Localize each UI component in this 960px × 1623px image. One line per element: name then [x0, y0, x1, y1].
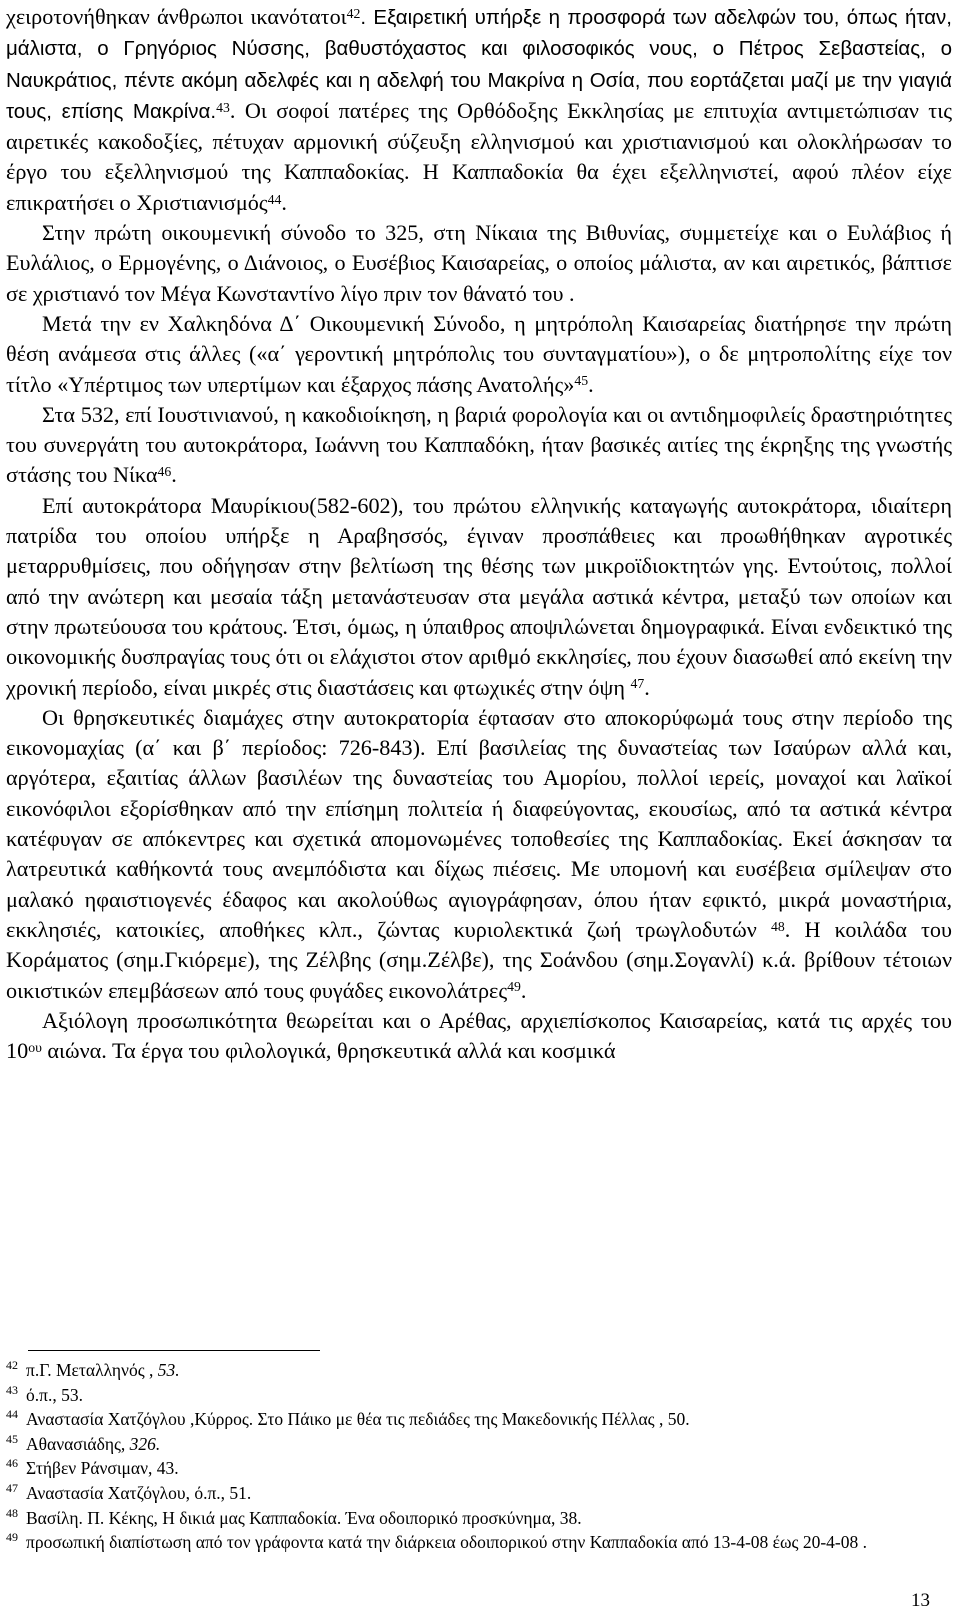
footnote-text: [26, 1358, 946, 1383]
paragraph-4-text: Στα 532, επί Ιουστινιανού, η κακοδιοίκηση, η βαριά φορολογία και οι αντιδημοφιλείς δραστηριότητες του συνεργάτη του αυτοκράτορα, Ιωάννη του Καππαδόκη, ήταν βασικές αιτίες της έκρηξης της γνωστής στάσης του Νίκα: [6, 401, 952, 488]
paragraph-1: [6, 2, 952, 218]
footnote-ref-46[interactable]: 46: [157, 464, 172, 480]
footnote-number: 46: [6, 1456, 18, 1471]
paragraph-5: [6, 491, 952, 703]
footnote-number: 45: [6, 1431, 18, 1446]
paragraph-2: [6, 218, 952, 309]
paragraph-1-text-c: . Οι σοφοί πατέρες της Ορθόδοξης Εκκλησίας με επιτυχία αντιμετώπισαν τις αιρετικές κακοδοξίες, πέτυχαν αρμονική σύζευξη ελληνισμού και χριστιανισμού και ολοκλήρωσαν το έργο του εξελληνισμού της Καππαδοκίας. Η Καππαδοκία θα έχει εξελληνιστεί, αφού πλέον είχε επικρατήσει ο Χριστιανισμός: [6, 97, 952, 215]
footnote-body: π.Γ. Μεταλληνός ,: [26, 1360, 158, 1380]
footnote-page: 326.: [129, 1433, 161, 1454]
paragraph-1-text-b: . Εξαιρετική υπήρξε η προσφορά των αδελφών του, όπως ήταν, μάλιστα, ο Γρηγόριος Νύσσης, βαθυστόχαστος και φιλοσοφικός νους, ο Πέτρος Σεβαστείας, ο Ναυκράτιος, πέντε ακόμη αδελφές και η αδελφή του Μακρίνα η Οσία, που εορτάζεται μαζί με την γιαγιά τους, επίσης Μακρίνα.: [6, 6, 952, 123]
footnote-text: [26, 1432, 946, 1457]
footnote-43: [6, 1383, 946, 1408]
paragraph-7-text-a: Αξιόλογη προσωπικότητα θεωρείται και ο Αρέθας, αρχιεπίσκοπος Καισαρείας, κατά τις αρχές του 10: [6, 1007, 952, 1064]
paragraph-5-text: Επί αυτοκράτορα Μαυρίκιου(582-602), του πρώτου ελληνικής καταγωγής αυτοκράτορα, ιδιαίτερη πατρίδα του οποίου υπήρξε η Αραβησσός, έγιναν προσπάθειες και προωθήθηκαν αγροτικές μεταρρυθμίσεις, που οδήγησαν στην βελτίωση της θέσης των μικροϊδιοκτητών γης. Εντούτοις, πολλοί από την ανώτερη και μεσαία τάξη μετανάστευσαν στα μεγάλα αστικά κέντρα, μεταξύ των οποίων και στην πρωτεύουσα του κράτους. Έτσι, όμως, η ύπαιθρος αποψιλώνεται δημογραφικά. Είναι ενδεικτικό της οικονομικής δυσπραγίας τους ότι οι ελάχιστοι στον αριθμό εκκλησίες, που έχουν διασωθεί από εκείνη την χρονική περίοδο, είναι μικρές στις διαστάσεις και φτωχικές στην όψη: [6, 492, 952, 700]
paragraph-1-text-d: .: [281, 189, 287, 215]
footnote-number: 44: [6, 1407, 18, 1422]
paragraph-3-text: Μετά την εν Χαλκηδόνα Δ΄ Οικουμενική Σύνοδο, η μητρόπολη Καισαρείας διατήρησε την πρώτη θέση ανάμεσα στις άλλες («α΄ γεροντική μητρόπολις του συνταγματίου»), ο δε μητροπολίτης είχε τον τίτλο «Υπέρτιμος των υπερτίμων και έξαρχος πάσης Ανατολής»: [6, 310, 952, 397]
footnote-44: [6, 1407, 946, 1432]
footnote-ref-49[interactable]: 49: [507, 979, 521, 995]
footnote-ref-45[interactable]: 45: [574, 373, 589, 389]
footnote-text: προσωπική διαπίστωση από τον γράφοντα κατά την διάρκεια οδοιπορικού στην Καππαδοκία από 13-4-08 έως 20-4-08 .: [26, 1532, 868, 1553]
paragraph-3: [6, 309, 952, 400]
footnote-ref-47[interactable]: 47: [630, 676, 645, 692]
paragraph-4: [6, 400, 952, 491]
footnote-ref-48[interactable]: 48: [771, 918, 785, 934]
footnote-body: Αθανασιάδης,: [26, 1433, 130, 1454]
paragraph-6-text-mid: . Η κοιλάδα του Κοράματος (σημ.Γκιόρεμε), της Ζέλβης (σημ.Ζέλβε), της Σοάνδου (σημ.Σογανλί) κ.ά. βρίθουν τέτοιων οικιστικών επεμβάσεων από τους φυγάδες εικονολάτρες: [6, 916, 953, 1003]
paragraph-1-text-a: χειροτονήθηκαν άνθρωποι ικανότατοι: [6, 4, 347, 29]
paragraph-3-end: .: [588, 371, 594, 397]
footnote-ref-42[interactable]: 42: [346, 5, 361, 21]
footnote-42: [6, 1358, 946, 1383]
footnote-ref-43[interactable]: 43: [216, 99, 230, 115]
footnote-text: ό.π., 53.: [26, 1384, 83, 1405]
paragraph-5-end: .: [644, 674, 650, 700]
footnote-number: 48: [6, 1505, 18, 1520]
footnote-49: [6, 1530, 946, 1555]
paragraph-2-text: Στην πρώτη οικουμενική σύνοδο το 325, στη Νίκαια της Βιθυνίας, συμμετείχε και ο Ευλάβιος ή Ευλάλιος, ο Ερμογένης, ο Διάνοιος, ο Ευσέβιος Καισαρείας, ο οποίος μάλιστα, αν και αιρετικός, βάπτισε σε χριστιανό τον Μέγα Κωνσταντίνο λίγο πριν τον θάνατό του .: [6, 220, 952, 306]
paragraph-7: [6, 1006, 952, 1067]
paragraph-4-end: .: [171, 462, 177, 488]
body-text: [6, 2, 952, 1066]
footnote-number: 42: [6, 1358, 18, 1372]
paragraph-6-end: .: [520, 977, 527, 1003]
footnote-number: 43: [6, 1382, 18, 1397]
page-number: 13: [911, 1590, 930, 1611]
footnote-number: 47: [6, 1480, 18, 1495]
paragraph-7-text-b: αιώνα. Τα έργα του φιλολογικά, θρησκευτικά αλλά και κοσμικά: [41, 1038, 616, 1064]
footnote-number: 49: [6, 1530, 18, 1545]
footnote-45: [6, 1432, 946, 1457]
footnote-48: [6, 1506, 946, 1531]
footnote-ref-44[interactable]: 44: [267, 191, 282, 207]
footnote-47: [6, 1481, 946, 1506]
footnote-page: 53.: [157, 1360, 180, 1380]
footnote-text: Βασίλη. Π. Κέκης, Η δικιά μας Καππαδοκία. Ένα οδοιπορικό προσκύνημα, 38.: [26, 1507, 582, 1528]
ordinal-superscript: ου: [28, 1039, 42, 1055]
paragraph-6: [6, 703, 952, 1006]
footnote-text: Στήβεν Ράνσιμαν, 43.: [26, 1458, 179, 1479]
footnote-text: Αναστασία Χατζόγλου, ό.π., 51.: [26, 1482, 252, 1503]
footnote-46: [6, 1456, 946, 1481]
footnote-text: Αναστασία Χατζόγλου ,Κύρρος. Στο Πάικο με θέα τις πεδιάδες της Μακεδονικής Πέλλας , 50.: [26, 1409, 690, 1430]
paragraph-6-text: Οι θρησκευτικές διαμάχες στην αυτοκρατορία έφτασαν στο αποκορύφωμά τους στην περίοδο της εικονομαχίας (α΄ και β΄ περίοδος: 726-843). Επί βασιλείας της δυναστείας των Ισαύρων αλλά και, αργότερα, εξαιτίας άλλων βασιλέων της δυναστείας του Αμορίου, πολλοί ιερείς, μοναχοί και λαϊκοί εικονόφιλοι εξορίσθηκαν από την επίσημη πολιτεία ή διαφεύγοντας, εκουσίως, από τα αστικά κέντρα κατέφυγαν σε απόκεντρες και σχετικά απομονωμένες τοποθεσίες της Καππαδοκίας. Εκεί άσκησαν τα λατρευτικά καθήκοντά τους ανεμπόδιστα και δίχως πιέσεις. Με υπομονή και ευσέβεια σμίλεψαν στο μαλακό ηφαιστιογενές έδαφος και ακολούθως αγιογράφησαν, όπου ήταν εφικτό, μικρά μοναστήρια, εκκλησιές, κατοικίες, αποθήκες κλπ., ζώντας κυριολεκτικά ζωή τρωγλοδυτών: [6, 704, 952, 942]
footnotes: [6, 1358, 946, 1555]
footnote-separator: [28, 1350, 320, 1351]
